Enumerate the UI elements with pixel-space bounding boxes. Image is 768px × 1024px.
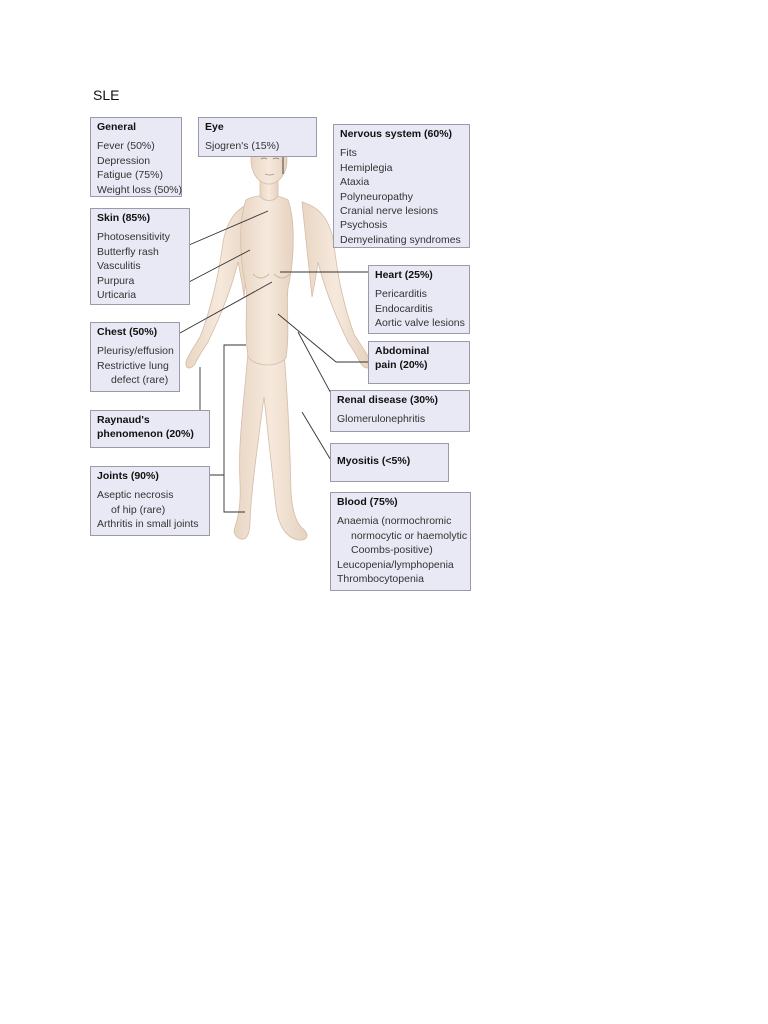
nervous-system-line: Demyelinating syndromes xyxy=(340,233,461,246)
general-box xyxy=(90,117,182,197)
joints-line: Arthritis in small joints xyxy=(97,518,199,531)
nervous-system-header: Nervous system (60%) xyxy=(340,128,453,140)
nervous-system-line: Hemiplegia xyxy=(340,161,393,174)
general-line: Fever (50%) xyxy=(97,140,155,153)
abdominal-header: pain (20%) xyxy=(375,359,428,372)
eye-box xyxy=(198,117,317,157)
document-title: SLE xyxy=(93,87,120,103)
chest-line: Restrictive lung xyxy=(97,359,169,372)
nervous-system-line: Ataxia xyxy=(340,176,370,189)
general-line: Fatigue (75%) xyxy=(97,169,163,182)
blood-line: Leucopenia/lymphopenia xyxy=(337,558,454,571)
general-line: Weight loss (50%) xyxy=(97,183,183,196)
sle-figure xyxy=(88,112,474,592)
nervous-system-line: Polyneuropathy xyxy=(340,190,413,203)
raynaud-box xyxy=(90,410,210,448)
renal-disease-box xyxy=(330,390,470,432)
heart-box xyxy=(368,265,470,334)
blood-line: Thrombocytopenia xyxy=(337,573,424,586)
blood-line: Anaemia (normochromic xyxy=(337,515,452,528)
myositis-box xyxy=(330,443,449,482)
chest-header: Chest (50%) xyxy=(97,326,158,338)
raynaud-header: Raynaud's xyxy=(97,414,150,426)
nervous-system-line: Psychosis xyxy=(340,219,388,232)
chest-line: Pleurisy/effusion xyxy=(97,345,174,358)
nervous-system-line: Fits xyxy=(340,147,357,160)
myositis-header: Myositis (<5%) xyxy=(337,455,411,467)
blood-line: normocytic or haemolytic xyxy=(351,529,468,542)
raynaud-header: phenomenon (20%) xyxy=(97,428,194,441)
nervous-system-line: Cranial nerve lesions xyxy=(340,205,439,218)
heart-line: Endocarditis xyxy=(375,302,433,315)
joints-line: Aseptic necrosis xyxy=(97,489,174,502)
joints-line: of hip (rare) xyxy=(111,503,166,516)
joints-box xyxy=(90,466,210,536)
chest-line: defect (rare) xyxy=(111,374,169,387)
blood-box xyxy=(330,492,471,591)
skin-header: Skin (85%) xyxy=(97,212,151,224)
skin-line: Vasculitis xyxy=(97,260,141,273)
renal-header: Renal disease (30%) xyxy=(337,394,438,406)
heart-line: Aortic valve lesions xyxy=(375,317,465,330)
abdominal-header: Abdominal xyxy=(375,345,430,357)
eye-header: Eye xyxy=(205,121,224,133)
eye-line: Sjogren's (15%) xyxy=(205,140,280,153)
skin-line: Purpura xyxy=(97,274,135,287)
heart-header: Heart (25%) xyxy=(375,269,433,281)
blood-line: Coombs-positive) xyxy=(351,544,433,557)
abdominal-pain-box xyxy=(368,341,470,384)
general-header: General xyxy=(97,121,137,133)
joints-header: Joints (90%) xyxy=(97,470,159,482)
skin-box xyxy=(90,208,190,305)
general-line: Depression xyxy=(97,154,151,167)
skin-line: Photosensitivity xyxy=(97,231,170,244)
chest-box xyxy=(90,322,180,392)
heart-line: Pericarditis xyxy=(375,288,427,301)
blood-header: Blood (75%) xyxy=(337,496,398,508)
skin-line: Urticaria xyxy=(97,289,137,302)
skin-line: Butterfly rash xyxy=(97,245,159,258)
nervous-system-box xyxy=(333,124,470,248)
renal-line: Glomerulonephritis xyxy=(337,413,426,426)
